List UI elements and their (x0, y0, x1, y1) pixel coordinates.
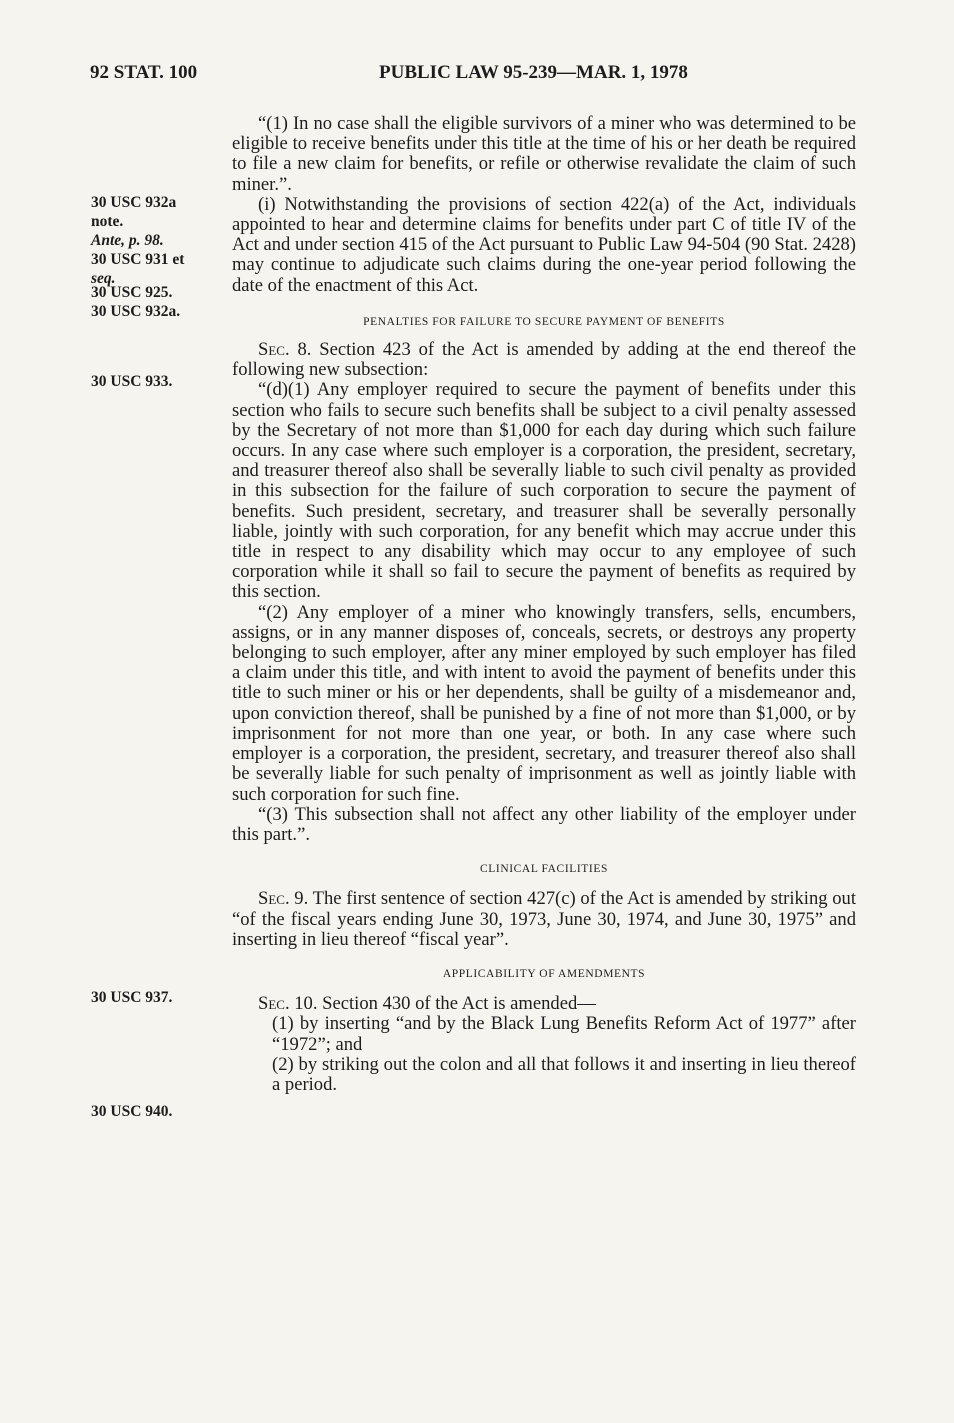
paragraph-d3: “(3) This subsection shall not affect any other liability of the employer under this part.”. (232, 803, 856, 845)
sec9-label: Sec. 9. (258, 888, 309, 910)
margin-note-30usc932a-2: 30 USC 932a. (91, 303, 181, 320)
paragraph-d1: “(d)(1) Any employer required to secure the payment of benefits under this section who fails to secure such benefits shall be subject to a civil penalty assessed by the Secretary of not more than $1,000 for each day during which such failure occurs. In any case where such employer is a corporation, the president, secretary, and treasurer thereof also shall be severally liable to such civil penalty as provided in this subsection for the failure of such corporation to secure the payment of benefits. Such president, secretary, and treasurer shall be severally personally liable, jointly with such corporation, for any benefit which may accrue under this title in respect to any disability which may occur to any employee of such corporation while it shall so fail to secure the payment of benefits as required by this section. (232, 379, 856, 603)
sec10-text: Section 430 of the Act is amended— (322, 993, 596, 1015)
margin-note-30usc932a: 30 USC 932a (91, 194, 177, 211)
stat-page-number: 92 STAT. 100 (90, 62, 198, 83)
margin-note-30usc940: 30 USC 940. (91, 1103, 173, 1120)
document-body (232, 114, 856, 1095)
paragraph-i: (i) Notwithstanding the provisions of section 422(a) of the Act, individuals appointed to hear and determine claims for benefits under part C of title IV of the Act and under section 415 of the Act pursuant to Public Law 94-504 (90 Stat. 2428) may continue to adjudicate such claims during the one-year period following the date of the enactment of this Act. (232, 193, 856, 296)
page-header (90, 62, 860, 88)
sec10-label: Sec. 10. (258, 993, 318, 1015)
heading-penalties: PENALTIES FOR FAILURE TO SECURE PAYMENT OF BENEFITS (363, 315, 725, 328)
sec8-text: Section 423 of the Act is amended by adding at the end thereof the following new subsection: (232, 339, 857, 381)
margin-note-30usc931: 30 USC 931 et (91, 251, 185, 268)
margin-note-seq: seq. (91, 270, 116, 287)
paragraph-sec8 (232, 340, 856, 380)
margin-note-30usc925: 30 USC 925. (91, 284, 173, 301)
paragraph-d2: “(2) Any employer of a miner who knowingly transfers, sells, encumbers, assigns, or in any manner disposes of, conceals, secrets, or destroys any property belonging to such employer, after any miner employed by such employer has filed a claim under this title, and with intent to avoid the payment of benefits under this title to such miner or his or her dependents, shall be guilty of a misdemeanor and, upon conviction thereof, shall be punished by a fine of not more than $1,000, or by imprisonment for not more than one year, or both. In any case where such employer is a corporation, the president, secretary, and treasurer thereof also shall be severally liable for such penalty of imprisonment as well as jointly liable with such corporation for such fine. (232, 601, 856, 805)
margin-note-30usc937: 30 USC 937. (91, 989, 173, 1006)
paragraph-sec10 (232, 994, 856, 1014)
margin-note-ante: Ante, p. 98. (91, 232, 164, 249)
paragraph-sec9 (232, 889, 856, 950)
list-item-1: (1) by inserting “and by the Black Lung Benefits Reform Act of 1977” after “1972”; and (272, 1013, 856, 1055)
sec8-label: Sec. 8. (258, 339, 312, 361)
sec9-text: The first sentence of section 427(c) of the Act is amended by striking out “of the fiscal years ending June 30, 1973, June 30, 1974, and June 30, 1975” and inserting in lieu thereof “fiscal year”. (232, 888, 857, 950)
margin-note-30usc933: 30 USC 933. (91, 373, 173, 390)
heading-applicability: APPLICABILITY OF AMENDMENTS (442, 967, 646, 980)
paragraph-survivors: “(1) In no case shall the eligible survivors of a miner who was determined to be eligible to receive benefits under this title at the time of his or her death be required to file a new claim for benefits, or refile or otherwise revalidate the claim of such miner.”. (232, 113, 856, 195)
heading-clinical: CLINICAL FACILITIES (480, 863, 608, 876)
public-law-title: PUBLIC LAW 95-239—MAR. 1, 1978 (379, 62, 688, 83)
margin-note-note: note. (91, 213, 124, 230)
list-item-2: (2) by striking out the colon and all that follows it and inserting in lieu thereof a period. (272, 1053, 856, 1095)
